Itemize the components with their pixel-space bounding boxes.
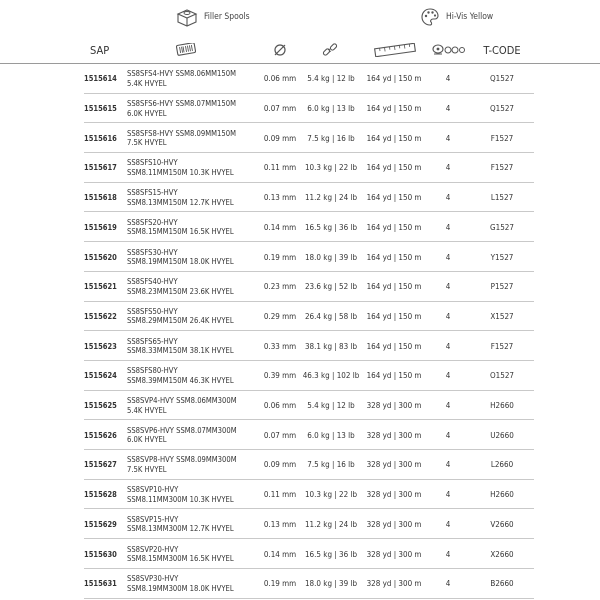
length-column-header <box>372 36 418 64</box>
tcode-value: G1527 <box>490 222 514 232</box>
diameter-value: 0.07 mm <box>263 104 297 114</box>
sap-column-header: SAP <box>90 43 110 57</box>
breaking-strength-value: 16.5 kg | 36 lb <box>304 549 358 559</box>
length-value: 328 yd | 300 m <box>366 519 422 529</box>
length-value: 164 yd | 150 m <box>366 74 422 84</box>
sap-number: 1515626 <box>84 430 117 440</box>
product-description <box>127 510 259 540</box>
description-line-2: SSM8.39MM150M 46.3K HVYEL <box>127 375 234 385</box>
tcode-value: X1527 <box>490 311 514 321</box>
diameter-value: 0.13 mm <box>263 519 297 529</box>
length-value: 328 yd | 300 m <box>366 460 422 470</box>
quantity-value: 4 <box>445 193 451 203</box>
tcode-value: F1527 <box>490 163 514 173</box>
filler-spools-label: Filler Spools <box>204 12 250 22</box>
breaking-strength-value: 5.4 kg | 12 lb <box>307 401 355 411</box>
tcode-value: F1527 <box>490 341 514 351</box>
tcode-column-header: T-CODE <box>483 43 521 57</box>
breaking-strength-value: 7.5 kg | 16 lb <box>307 133 355 143</box>
length-value: 164 yd | 150 m <box>366 222 422 232</box>
diameter-value: 0.29 mm <box>263 311 297 321</box>
product-description <box>127 450 259 480</box>
table-row <box>0 123 600 153</box>
sap-number: 1515615 <box>84 104 117 114</box>
description-line-2: 5.4K HVYEL <box>127 405 167 415</box>
quantity-value: 4 <box>445 252 451 262</box>
table-row <box>0 94 600 124</box>
diameter-value: 0.11 mm <box>263 163 297 173</box>
description-line-1: SS8SFS8-HVY SSM8.09MM150M <box>127 128 236 138</box>
sap-number: 1515629 <box>84 519 117 529</box>
breaking-strength-value: 6.0 kg | 13 lb <box>307 104 355 114</box>
product-description <box>127 242 259 272</box>
sap-number: 1515619 <box>84 222 117 232</box>
table-header <box>0 36 600 64</box>
product-description <box>127 480 259 510</box>
quantity-value: 4 <box>445 490 451 500</box>
table-row <box>0 361 600 391</box>
table-row <box>0 539 600 569</box>
breaking-strength-value: 18.0 kg | 39 lb <box>304 579 358 589</box>
breaking-strength-value: 38.1 kg | 83 lb <box>304 341 358 351</box>
product-description <box>127 391 259 421</box>
diameter-value: 0.13 mm <box>263 193 297 203</box>
hi-vis-yellow-label: Hi-Vis Yellow <box>446 12 494 22</box>
quantity-value: 4 <box>445 163 451 173</box>
description-line-2: SSM8.15MM150M 16.5K HVYEL <box>127 227 234 237</box>
quantity-value: 4 <box>445 222 451 232</box>
breaking-strength-value: 6.0 kg | 13 lb <box>307 430 355 440</box>
diameter-value: 0.19 mm <box>263 252 297 262</box>
tcode-value: O1527 <box>490 371 514 381</box>
barcode-icon <box>176 43 196 57</box>
description-line-2: SSM8.23MM150M 23.6K HVYEL <box>127 286 234 296</box>
breaking-strength-value: 10.3 kg | 22 lb <box>304 163 358 173</box>
description-line-2: SSM8.33MM150M 38.1K HVYEL <box>127 346 234 356</box>
table-row <box>0 510 600 540</box>
quantity-value: 4 <box>445 460 451 470</box>
diameter-value: 0.14 mm <box>263 549 297 559</box>
breaking-strength-value: 18.0 kg | 39 lb <box>304 252 358 262</box>
quantity-value: 4 <box>445 519 451 529</box>
length-value: 164 yd | 150 m <box>366 311 422 321</box>
product-description <box>127 123 259 153</box>
breaking-strength-value: 46.3 kg | 102 lb <box>302 371 360 381</box>
diameter-value: 0.39 mm <box>263 371 297 381</box>
length-value: 164 yd | 150 m <box>366 371 422 381</box>
description-line-2: SSM8.13MM300M 12.7K HVYEL <box>127 524 234 534</box>
description-line-1: SS8SVP4-HVY SSM8.06MM300M <box>127 396 237 406</box>
length-value: 328 yd | 300 m <box>366 549 422 559</box>
breaking-strength-value: 11.2 kg | 24 lb <box>304 519 358 529</box>
product-description <box>127 153 259 183</box>
length-value: 164 yd | 150 m <box>366 133 422 143</box>
tcode-value: V2660 <box>490 519 514 529</box>
length-value: 164 yd | 150 m <box>366 193 422 203</box>
breaking-strength-value: 11.2 kg | 24 lb <box>304 193 358 203</box>
description-line-1: SS8SVP8-HVY SSM8.09MM300M <box>127 455 237 465</box>
breaking-strength-value: 5.4 kg | 12 lb <box>307 74 355 84</box>
table-row <box>0 213 600 243</box>
sap-number: 1515618 <box>84 193 117 203</box>
table-row <box>0 64 600 94</box>
description-line-2: SSM8.19MM300M 18.0K HVYEL <box>127 583 234 593</box>
quantity-value: 4 <box>445 430 451 440</box>
product-description <box>127 64 259 94</box>
description-line-1: SS8SVP6-HVY SSM8.07MM300M <box>127 425 237 435</box>
tcode-value: H2660 <box>490 490 514 500</box>
spool-box-icon <box>176 7 198 27</box>
length-value: 164 yd | 150 m <box>366 341 422 351</box>
breaking-strength-value: 16.5 kg | 36 lb <box>304 222 358 232</box>
length-value: 328 yd | 300 m <box>366 430 422 440</box>
product-description <box>127 272 259 302</box>
tcode-value: L1527 <box>490 193 514 203</box>
description-line-2: SSM8.11MM300M 10.3K HVYEL <box>127 494 234 504</box>
description-line-1: SS8SFS4-HVY SSM8.06MM150M <box>127 69 236 79</box>
sap-number: 1515620 <box>84 252 117 262</box>
quantity-value: 4 <box>445 549 451 559</box>
diameter-value: 0.06 mm <box>263 401 297 411</box>
sap-number: 1515627 <box>84 460 117 470</box>
description-line-1: SS8SFS20-HVY <box>127 217 178 227</box>
length-value: 164 yd | 150 m <box>366 282 422 292</box>
sap-number: 1515617 <box>84 163 117 173</box>
description-line-1: SS8SFS80-HVY <box>127 366 178 376</box>
tcode-value: Q1527 <box>490 74 514 84</box>
table-row <box>0 153 600 183</box>
breaking-strength-value: 7.5 kg | 16 lb <box>307 460 355 470</box>
table-row <box>0 331 600 361</box>
sap-number: 1515616 <box>84 133 117 143</box>
description-line-1: SS8SVP30-HVY <box>127 574 179 584</box>
breaking-strength-value: 10.3 kg | 22 lb <box>304 490 358 500</box>
table-row <box>0 450 600 480</box>
description-line-1: SS8SVP15-HVY <box>127 514 179 524</box>
product-description <box>127 302 259 332</box>
description-line-1: SS8SFS30-HVY <box>127 247 178 257</box>
filler-spools-tag <box>176 7 250 27</box>
description-line-2: SSM8.29MM150M 26.4K HVYEL <box>127 316 234 326</box>
product-description <box>127 183 259 213</box>
description-line-1: SS8SFS40-HVY <box>127 277 178 287</box>
quantity-value: 4 <box>445 579 451 589</box>
description-line-2: 7.5K HVYEL <box>127 464 167 474</box>
description-line-2: 6.0K HVYEL <box>127 108 167 118</box>
product-description <box>127 539 259 569</box>
diameter-icon <box>273 43 287 57</box>
table-row <box>0 480 600 510</box>
length-value: 328 yd | 300 m <box>366 579 422 589</box>
tcode-value: P1527 <box>490 282 514 292</box>
sap-number: 1515622 <box>84 311 117 321</box>
quantity-value: 4 <box>445 133 451 143</box>
table-row <box>0 183 600 213</box>
description-line-2: SSM8.19MM150M 18.0K HVYEL <box>127 257 234 267</box>
tcode-value: F1527 <box>490 133 514 143</box>
length-value: 164 yd | 150 m <box>366 252 422 262</box>
diameter-value: 0.09 mm <box>263 133 297 143</box>
breaking-strength-column-header <box>318 36 342 64</box>
length-value: 328 yd | 300 m <box>366 490 422 500</box>
tcode-value: X2660 <box>490 549 514 559</box>
quantity-value: 4 <box>445 311 451 321</box>
product-description <box>127 569 259 599</box>
diameter-value: 0.09 mm <box>263 460 297 470</box>
hi-vis-yellow-tag <box>420 7 493 27</box>
length-value: 164 yd | 150 m <box>366 104 422 114</box>
quantity-value: 4 <box>445 341 451 351</box>
diameter-value: 0.19 mm <box>263 579 297 589</box>
tcode-value: Y1527 <box>490 252 514 262</box>
category-tags <box>0 0 600 34</box>
description-line-1: SS8SFS65-HVY <box>127 336 178 346</box>
description-line-1: SS8SVP20-HVY <box>127 544 179 554</box>
tcode-value: U2660 <box>490 430 514 440</box>
diameter-value: 0.11 mm <box>263 490 297 500</box>
table-row <box>0 391 600 421</box>
description-line-1: SS8SFS50-HVY <box>127 306 178 316</box>
product-description <box>127 213 259 243</box>
description-line-2: 5.4K HVYEL <box>127 78 167 88</box>
sap-number: 1515623 <box>84 341 117 351</box>
quantity-value: 4 <box>445 401 451 411</box>
diameter-value: 0.14 mm <box>263 222 297 232</box>
table-row <box>0 272 600 302</box>
quantity-value: 4 <box>445 104 451 114</box>
color-palette-icon <box>420 7 440 27</box>
sap-number: 1515621 <box>84 282 117 292</box>
breaking-strength-value: 23.6 kg | 52 lb <box>304 282 358 292</box>
description-line-2: SSM8.15MM300M 16.5K HVYEL <box>127 554 234 564</box>
description-line-1: SS8SVP10-HVY <box>127 485 179 495</box>
sap-number: 1515624 <box>84 371 117 381</box>
diameter-value: 0.33 mm <box>263 341 297 351</box>
diameter-value: 0.06 mm <box>263 74 297 84</box>
product-description <box>127 420 259 450</box>
length-icon <box>374 43 416 57</box>
breaking-strength-icon <box>321 42 339 58</box>
table-row <box>0 302 600 332</box>
quantity-column-header <box>430 36 466 64</box>
tcode-value: B2660 <box>490 579 514 589</box>
diameter-value: 0.23 mm <box>263 282 297 292</box>
sap-number: 1515631 <box>84 579 117 589</box>
table-row <box>0 242 600 272</box>
product-description <box>127 331 259 361</box>
spools-qty-icon <box>431 43 465 57</box>
product-description <box>127 94 259 124</box>
description-line-2: 7.5K HVYEL <box>127 138 167 148</box>
tcode-value: Q1527 <box>490 104 514 114</box>
description-line-2: SSM8.13MM150M 12.7K HVYEL <box>127 197 234 207</box>
sap-number: 1515630 <box>84 549 117 559</box>
sap-number: 1515614 <box>84 74 117 84</box>
sap-number: 1515628 <box>84 490 117 500</box>
description-line-1: SS8SFS10-HVY <box>127 158 178 168</box>
diameter-column-header <box>270 36 290 64</box>
product-description <box>127 361 259 391</box>
table-row <box>0 420 600 450</box>
diameter-value: 0.07 mm <box>263 430 297 440</box>
description-line-2: SSM8.11MM150M 10.3K HVYEL <box>127 167 234 177</box>
quantity-value: 4 <box>445 282 451 292</box>
description-line-1: SS8SFS6-HVY SSM8.07MM150M <box>127 99 236 109</box>
breaking-strength-value: 26.4 kg | 58 lb <box>304 311 358 321</box>
tcode-value: L2660 <box>490 460 514 470</box>
description-line-2: 6.0K HVYEL <box>127 435 167 445</box>
quantity-value: 4 <box>445 74 451 84</box>
length-value: 164 yd | 150 m <box>366 163 422 173</box>
description-line-1: SS8SFS15-HVY <box>127 188 178 198</box>
barcode-column-header <box>174 36 198 64</box>
length-value: 328 yd | 300 m <box>366 401 422 411</box>
tcode-value: H2660 <box>490 401 514 411</box>
table-row <box>0 569 600 599</box>
sap-number: 1515625 <box>84 401 117 411</box>
quantity-value: 4 <box>445 371 451 381</box>
